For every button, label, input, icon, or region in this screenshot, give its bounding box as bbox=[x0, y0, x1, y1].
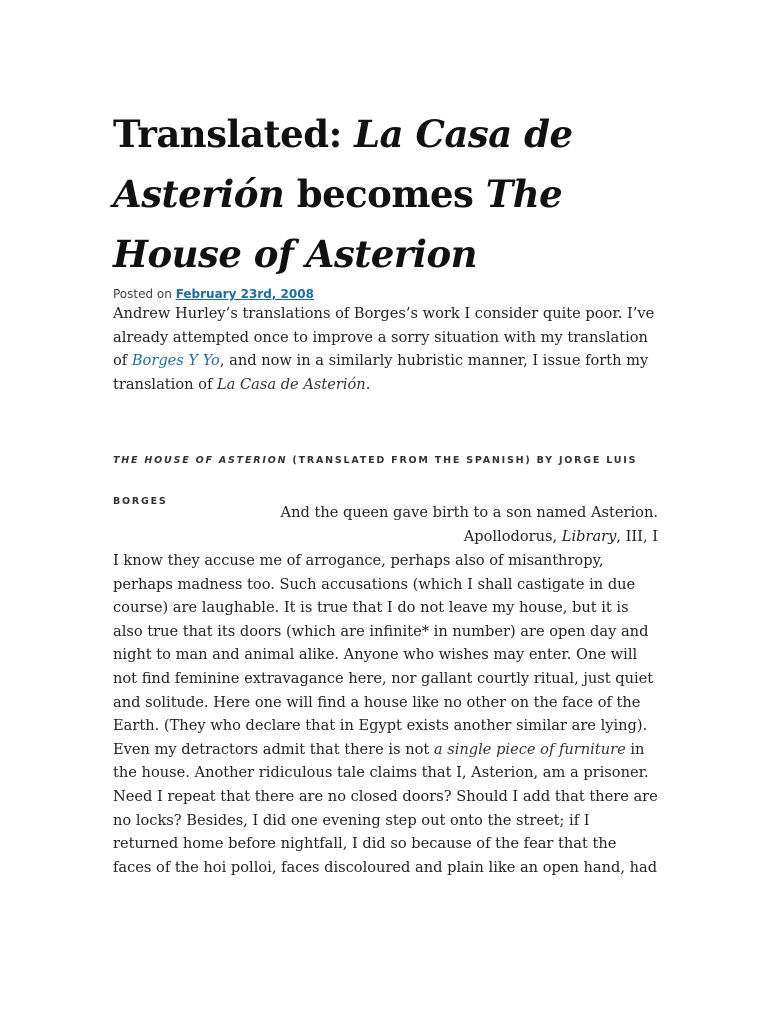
epigraph-attribution-italic: Library bbox=[561, 527, 617, 545]
intro-text-1: Andrew Hurley’s translations of Borges’s work I consider quite poor. I’ve already attempted once to improve a sorry situation with my translation of bbox=[113, 305, 655, 370]
article-title bbox=[113, 104, 658, 284]
story-heading-rest: (TRANSLATED FROM THE SPANISH) BY JORGE LUIS BORGES bbox=[113, 455, 638, 507]
title-text-part1: Translated: bbox=[113, 112, 355, 156]
posted-prefix: Posted on bbox=[113, 287, 176, 301]
intro-paragraph bbox=[113, 302, 658, 396]
story-paragraph bbox=[113, 549, 658, 879]
post-meta bbox=[113, 285, 314, 303]
story-text-1: I know they accuse me of arrogance, perhaps also of misanthropy, perhaps madness too. Such accusations (which I shall castigate in due course) are laughable. It is true that I do not leave my house, but it is also true that its doors (which are infinite* in number) are open day and night to man and animal alike. Anyone who wishes may enter. One will not find feminine extravagance here, nor gallant courtly ritual, just quiet and solitude. Here one will find a house like no other on the face of the Earth. (They who declare that in Egypt exists another similar are lying). Even my detractors admit that there is not bbox=[113, 552, 654, 758]
intro-text-3: . bbox=[365, 375, 371, 393]
story-heading-italic: THE HOUSE OF ASTERION bbox=[113, 455, 288, 466]
intro-italic-title: La Casa de Asterión bbox=[216, 375, 366, 393]
epigraph-quote: And the queen gave birth to a son named Asterion. bbox=[280, 504, 658, 521]
epigraph-attribution-suffix: , III, I bbox=[616, 527, 658, 545]
title-text-part2: becomes bbox=[284, 172, 486, 216]
intro-text-2: , and now in a similarly hubristic manner, I issue forth my translation of bbox=[113, 352, 649, 393]
epigraph-attribution bbox=[113, 525, 658, 549]
posted-date-link[interactable]: February 23rd, 2008 bbox=[175, 287, 314, 301]
story-text-2: in the house. Another ridiculous tale claims that I, Asterion, am a prisoner. Need I repeat that there are no closed doors? Should I add that there are no locks? Besides, I did one evening step out onto the street; if I returned home before nightfall, I did so because of the fear that the faces of the hoi polloi, faces discoloured and plain like an open hand, had bbox=[113, 740, 658, 876]
borges-y-yo-link[interactable]: Borges Y Yo bbox=[131, 352, 220, 370]
title-italic-translation: The House of Asterion bbox=[113, 172, 563, 276]
story-italic-phrase: a single piece of furniture bbox=[433, 740, 626, 758]
title-italic-original: La Casa de Asterión bbox=[113, 112, 573, 216]
epigraph bbox=[113, 501, 658, 548]
epigraph-attribution-prefix: Apollodorus, bbox=[463, 527, 562, 545]
